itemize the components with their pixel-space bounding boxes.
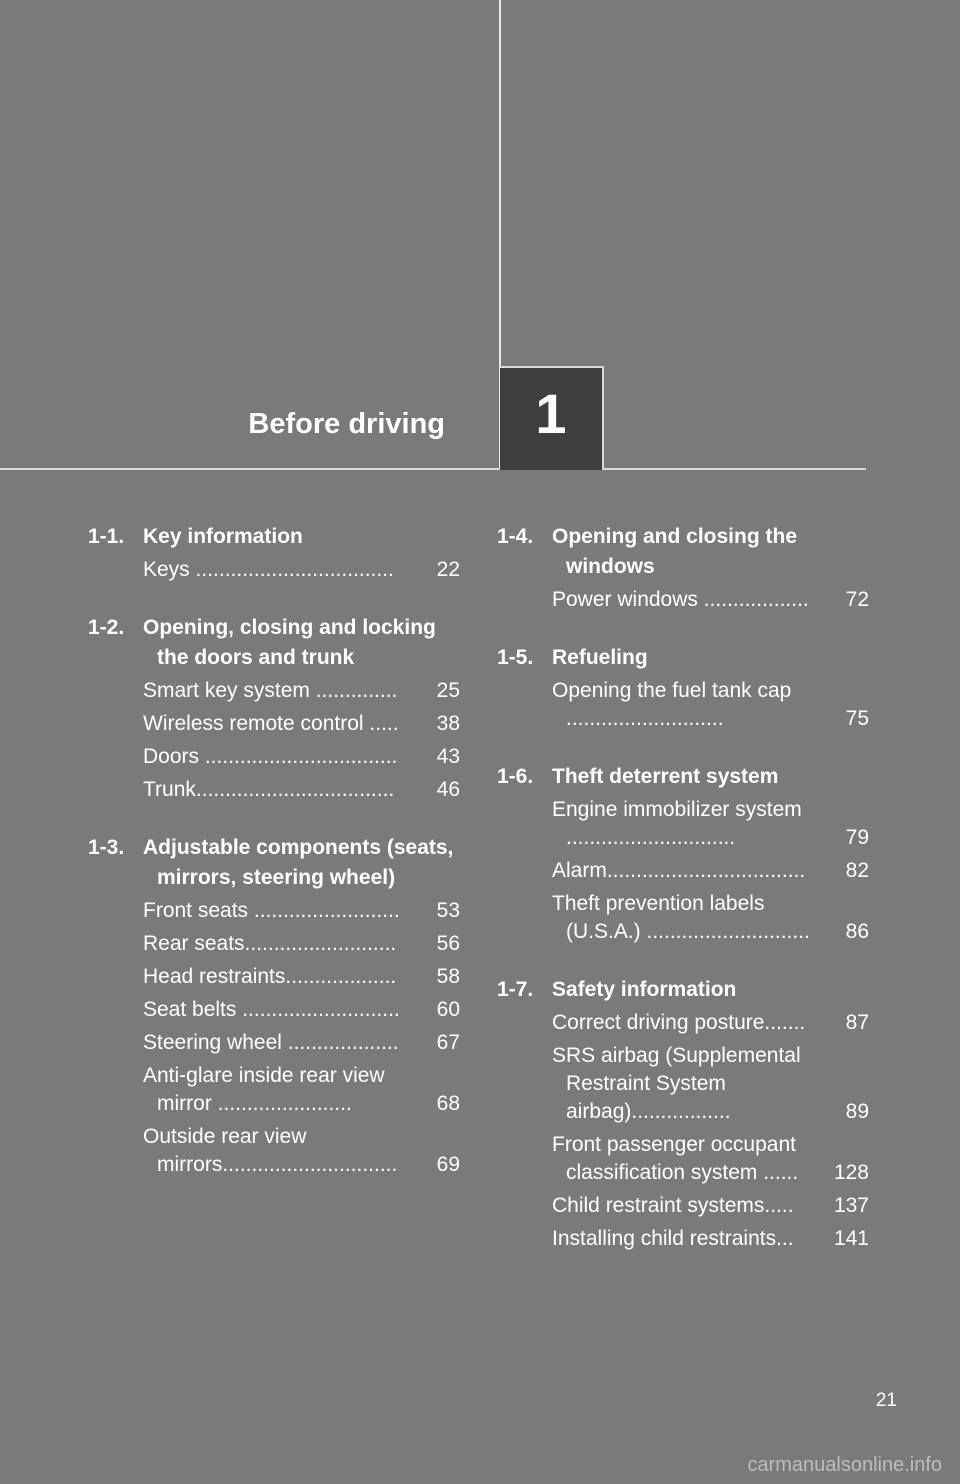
section-items: [497, 586, 869, 614]
section-number: 1-3.: [88, 836, 125, 859]
toc-entry-label: Keys ..................................: [143, 558, 394, 581]
toc-entry-label: Head restraints...................: [143, 965, 397, 988]
toc-entry-page: 67: [436, 1031, 460, 1054]
section-heading[interactable]: [497, 762, 869, 792]
section-heading[interactable]: [497, 522, 869, 582]
toc-entry[interactable]: [552, 1042, 869, 1126]
section-title: Refueling: [552, 646, 648, 669]
toc-entry-page: 69: [436, 1153, 460, 1176]
toc-entry-page: 22: [436, 558, 460, 581]
toc-entry-page: 53: [436, 899, 460, 922]
toc-entry-page: 137: [833, 1194, 869, 1217]
toc-entry-label: Front passenger occupant classification system ......: [552, 1133, 799, 1184]
toc-entry-label: Alarm..................................: [552, 859, 806, 882]
toc-entry[interactable]: [552, 1009, 869, 1037]
toc-entry[interactable]: [143, 996, 460, 1024]
toc-entry-label: Trunk..................................: [143, 778, 395, 801]
toc-entry-label: Smart key system ..............: [143, 679, 398, 702]
toc-entry[interactable]: [143, 1062, 460, 1118]
toc-entry-page: 56: [436, 932, 460, 955]
toc-section: [88, 613, 460, 804]
toc-section: [88, 833, 460, 1179]
section-number: 1-4.: [497, 525, 534, 548]
toc-entry[interactable]: [143, 897, 460, 925]
toc-entry-label: Seat belts ...........................: [143, 998, 400, 1021]
toc-entry[interactable]: [552, 1131, 869, 1187]
toc-entry-label: Rear seats..........................: [143, 932, 397, 955]
toc-right-column: [497, 522, 869, 1282]
toc-entry-label: Outside rear view mirrors..............................: [143, 1125, 398, 1176]
chapter-number: 1: [535, 382, 567, 445]
section-items: [88, 556, 460, 584]
section-heading[interactable]: [88, 522, 460, 552]
toc-entry-page: 82: [845, 859, 869, 882]
toc-entry-page: 43: [436, 745, 460, 768]
chapter-tab: [500, 366, 604, 470]
watermark: carmanualsonline.info: [747, 1454, 942, 1476]
toc-entry-label: Doors .................................: [143, 745, 398, 768]
toc-entry-label: SRS airbag (Supplemental Restraint System airbag).................: [552, 1044, 801, 1123]
toc-entry-page: 86: [845, 920, 869, 943]
section-title: Opening and closing the windows: [552, 525, 798, 578]
toc-entry[interactable]: [552, 1225, 869, 1253]
toc-entry[interactable]: [143, 930, 460, 958]
toc-entry-page: 46: [436, 778, 460, 801]
toc-entry-label: Correct driving posture.......: [552, 1011, 806, 1034]
toc-entry-label: Installing child restraints...: [552, 1227, 794, 1250]
toc-entry-label: Steering wheel ...................: [143, 1031, 399, 1054]
header-rule: [0, 468, 866, 470]
toc-entry[interactable]: [552, 586, 869, 614]
toc-entry-page: 60: [436, 998, 460, 1021]
toc-entry[interactable]: [552, 796, 869, 852]
toc-entry-page: 38: [436, 712, 460, 735]
section-heading[interactable]: [88, 833, 460, 893]
section-number: 1-5.: [497, 646, 534, 669]
toc-entry-page: 25: [436, 679, 460, 702]
toc-section: [88, 522, 460, 584]
toc-section: [497, 762, 869, 946]
toc-entry[interactable]: [143, 743, 460, 771]
section-items: [497, 1009, 869, 1253]
toc-section: [497, 643, 869, 733]
toc-entry-label: Child restraint systems.....: [552, 1194, 794, 1217]
toc-entry[interactable]: [143, 963, 460, 991]
toc-left-column: [88, 522, 460, 1208]
toc-entry-page: 72: [845, 588, 869, 611]
section-number: 1-6.: [497, 765, 534, 788]
toc-entry[interactable]: [552, 857, 869, 885]
section-title: Key information: [143, 525, 303, 548]
toc-entry-page: 89: [845, 1100, 869, 1123]
section-number: 1-7.: [497, 978, 534, 1001]
toc-section: [497, 975, 869, 1253]
toc-entry-page: 141: [833, 1227, 869, 1250]
toc-entry-label: Theft prevention labels (U.S.A.) ............................: [552, 892, 810, 943]
toc-entry-label: Engine immobilizer system .............................: [552, 798, 802, 849]
toc-entry-page: 79: [845, 826, 869, 849]
page-number: 21: [875, 1390, 897, 1411]
toc-entry-label: Wireless remote control .....: [143, 712, 399, 735]
toc-entry[interactable]: [552, 677, 869, 733]
section-title: Adjustable components (seats, mirrors, steering wheel): [143, 836, 454, 889]
toc-entry[interactable]: [552, 890, 869, 946]
section-items: [497, 796, 869, 946]
toc-entry[interactable]: [143, 677, 460, 705]
section-title: Opening, closing and locking the doors and trunk: [143, 616, 436, 669]
chapter-title: Before driving: [248, 408, 445, 440]
section-number: 1-1.: [88, 525, 125, 548]
toc-entry-label: Opening the fuel tank cap ...........................: [552, 679, 792, 730]
toc-entry-label: Anti-glare inside rear view mirror .......................: [143, 1064, 385, 1115]
section-items: [497, 677, 869, 733]
section-items: [88, 677, 460, 804]
section-items: [88, 897, 460, 1179]
toc-entry[interactable]: [552, 1192, 869, 1220]
toc-entry-page: 87: [845, 1011, 869, 1034]
section-heading[interactable]: [88, 613, 460, 673]
toc-entry-label: Front seats .........................: [143, 899, 400, 922]
toc-entry[interactable]: [143, 556, 460, 584]
toc-entry[interactable]: [143, 710, 460, 738]
section-number: 1-2.: [88, 616, 125, 639]
toc-entry-label: Power windows ..................: [552, 588, 809, 611]
section-heading[interactable]: [497, 975, 869, 1005]
toc-entry-page: 128: [833, 1161, 869, 1184]
section-heading[interactable]: [497, 643, 869, 673]
toc-entry[interactable]: [143, 776, 460, 804]
toc-entry[interactable]: [143, 1029, 460, 1057]
toc-section: [497, 522, 869, 614]
toc-entry-page: 58: [436, 965, 460, 988]
section-title: Safety information: [552, 978, 737, 1001]
toc-entry-page: 68: [436, 1092, 460, 1115]
toc-entry[interactable]: [143, 1123, 460, 1179]
section-title: Theft deterrent system: [552, 765, 779, 788]
toc-entry-page: 75: [845, 707, 869, 730]
